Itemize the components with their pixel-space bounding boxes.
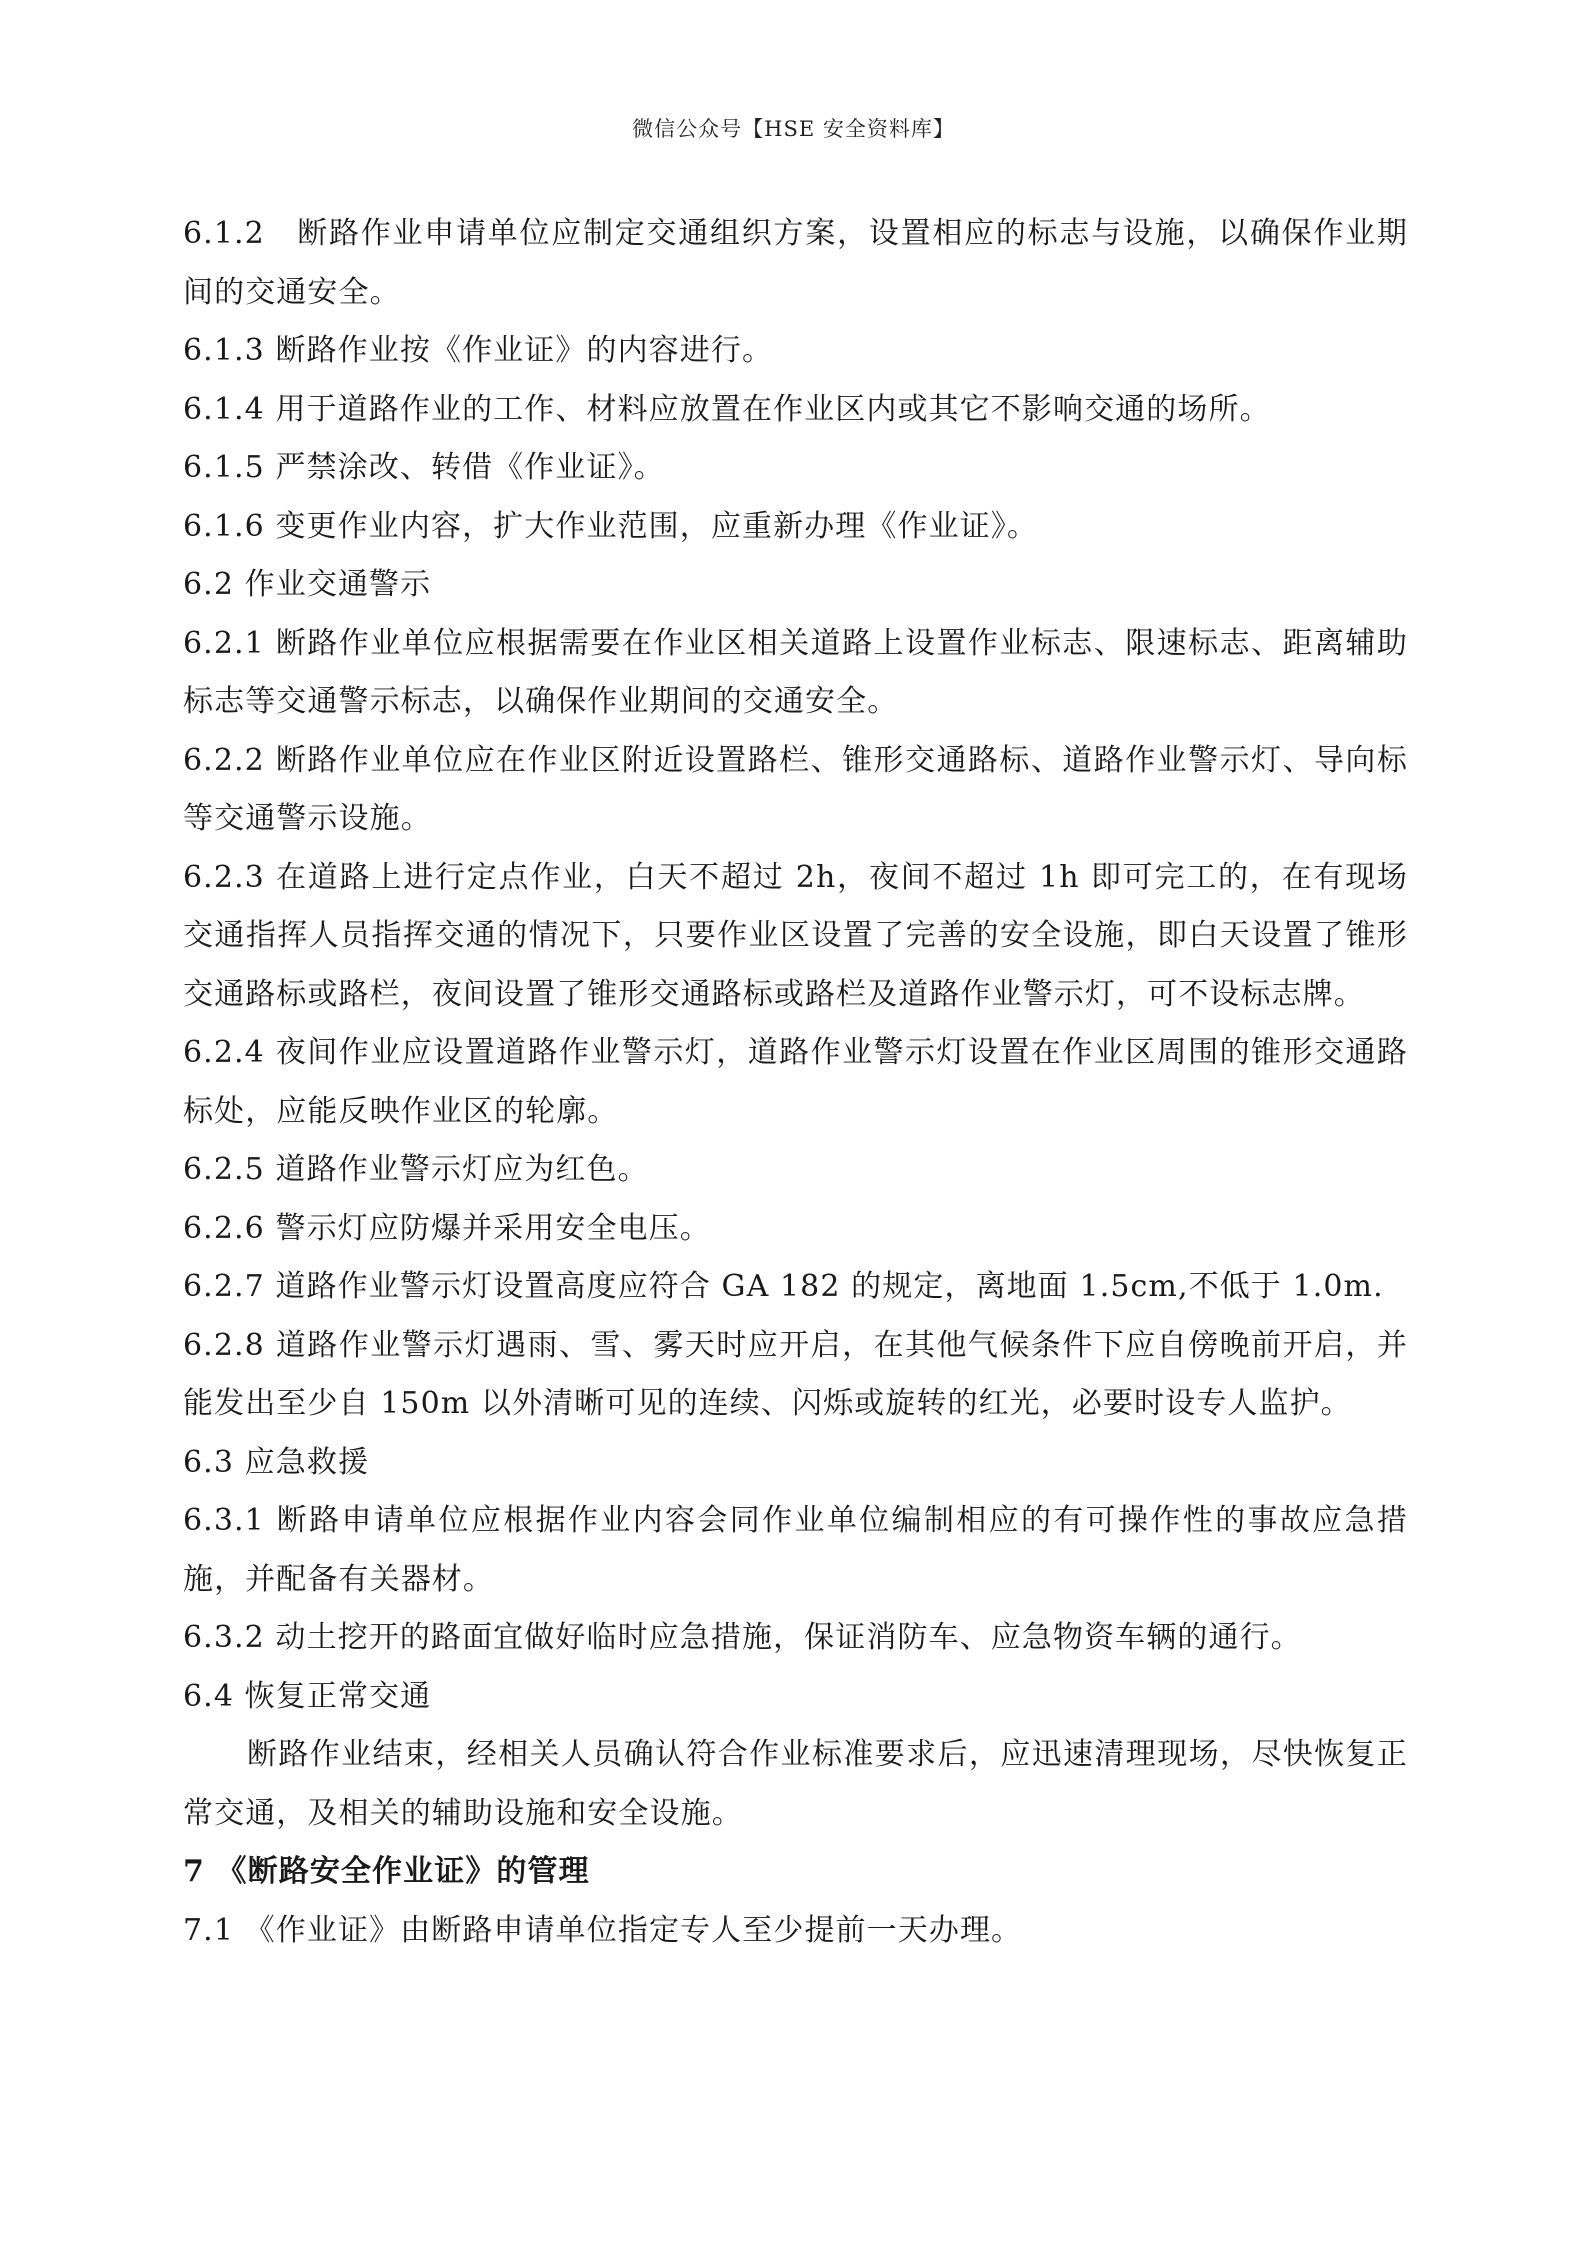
paragraph: 6.2.1 断路作业单位应根据需要在作业区相关道路上设置作业标志、限速标志、距离辅助标志等交通警示标志，以确保作业期间的交通安全。 (183, 625, 1408, 719)
paragraph: 断路作业结束，经相关人员确认符合作业标准要求后，应迅速清理现场，尽快恢复正常交通，及相关的辅助设施和安全设施。 (183, 1737, 1408, 1831)
paragraph: 6.1.2 断路作业申请单位应制定交通组织方案，设置相应的标志与设施，以确保作业期间的交通安全。 (183, 216, 1408, 310)
paragraph: 6.2.5 道路作业警示灯应为红色。 (183, 1152, 649, 1187)
paragraph: 6.4 恢复正常交通 (183, 1678, 432, 1714)
paragraph: 6.3.1 断路申请单位应根据作业内容会同作业单位编制相应的有可操作性的事故应急措施，并配备有关器材。 (183, 1503, 1408, 1597)
paragraph: 6.1.3 断路作业按《作业证》的内容进行。 (183, 333, 774, 368)
paragraph: 6.2.8 道路作业警示灯遇雨、雪、雾天时应开启，在其他气候条件下应自傍晚前开启，并能发出至少自 150m 以外清晰可见的连续、闪烁或旋转的红光，必要时设专人监护。 (183, 1327, 1408, 1421)
paragraph: 6.2.2 断路作业单位应在作业区附近设置路栏、锥形交通路标、道路作业警示灯、导向标等交通警示设施。 (183, 742, 1408, 836)
paragraph: 6.2.7 道路作业警示灯设置高度应符合 GA 182 的规定，离地面 1.5cm,不低于 1.0m. (183, 1269, 1384, 1304)
paragraph: 6.2.6 警示灯应防爆并采用安全电压。 (183, 1210, 711, 1246)
document-body (183, 205, 1408, 1960)
paragraph: 6.1.6 变更作业内容，扩大作业范围，应重新办理《作业证》。 (183, 508, 1038, 544)
paragraph: 6.1.5 严禁涂改、转借《作业证》。 (183, 450, 665, 485)
paragraph: 6.1.4 用于道路作业的工作、材料应放置在作业区内或其它不影响交通的场所。 (183, 391, 1271, 427)
page-header: 微信公众号【HSE 安全资料库】 (632, 117, 955, 141)
paragraph: 6.2.3 在道路上进行定点作业，白天不超过 2h，夜间不超过 1h 即可完工的，在有现场交通指挥人员指挥交通的情况下，只要作业区设置了完善的安全设施，即白天设置了锥形交通路标或路栏，夜间设置了锥形交通路标或路栏及道路作业警示灯，可不设标志牌。 (183, 859, 1408, 1012)
paragraph: 7 《断路安全作业证》的管理 (183, 1854, 590, 1889)
paragraph: 6.2.4 夜间作业应设置道路作业警示灯，道路作业警示灯设置在作业区周围的锥形交通路标处，应能反映作业区的轮廓。 (183, 1035, 1408, 1129)
paragraph: 6.3 应急救援 (183, 1444, 370, 1480)
paragraph: 7.1 《作业证》由断路申请单位指定专人至少提前一天办理。 (183, 1912, 1023, 1948)
paragraph: 6.2 作业交通警示 (183, 567, 432, 602)
paragraph: 6.3.2 动土挖开的路面宜做好临时应急措施，保证消防车、应急物资车辆的通行。 (183, 1620, 1302, 1655)
